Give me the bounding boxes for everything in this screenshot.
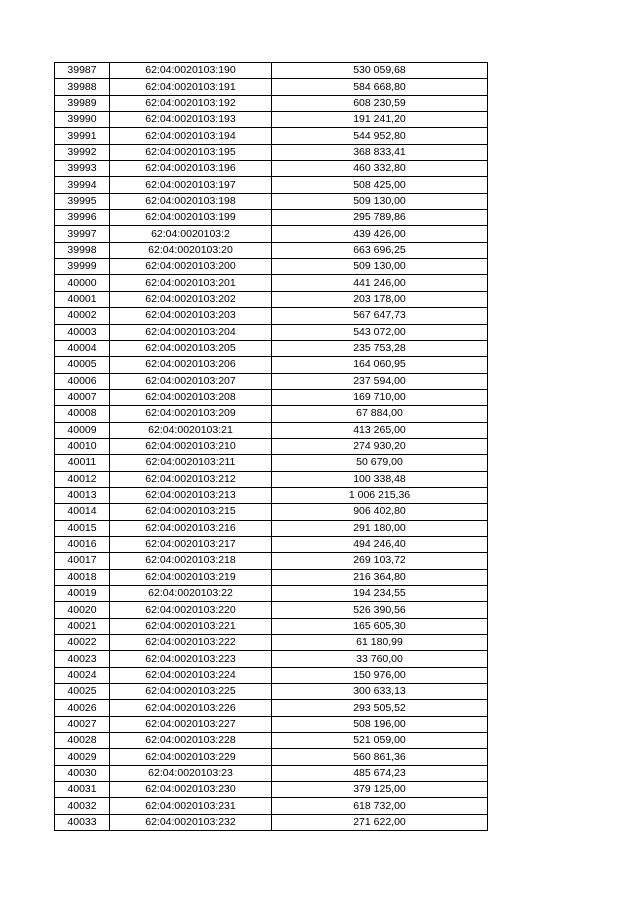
table-row: [55, 373, 488, 389]
cadastral-number-cell: 62:04:0020103:21: [110, 422, 272, 438]
row-number-cell: 39993: [55, 161, 110, 177]
cadastral-value-cell: 485 674,23: [272, 765, 488, 781]
row-number-cell: 40024: [55, 667, 110, 683]
cadastral-value-cell: 560 861,36: [272, 749, 488, 765]
table-row: [55, 144, 488, 160]
row-number-cell: 40018: [55, 569, 110, 585]
row-number-cell: 40002: [55, 308, 110, 324]
cadastral-number-cell: 62:04:0020103:2: [110, 226, 272, 242]
cadastral-value-cell: 293 505,52: [272, 700, 488, 716]
table-row: [55, 406, 488, 422]
cadastral-value-cell: 663 696,25: [272, 242, 488, 258]
row-number-cell: 39990: [55, 112, 110, 128]
table-row: [55, 716, 488, 732]
table-row: [55, 602, 488, 618]
row-number-cell: 40010: [55, 438, 110, 454]
cadastral-number-cell: 62:04:0020103:231: [110, 798, 272, 814]
row-number-cell: 39987: [55, 63, 110, 79]
row-number-cell: 40013: [55, 487, 110, 503]
cadastral-number-cell: 62:04:0020103:209: [110, 406, 272, 422]
table-row: [55, 389, 488, 405]
cadastral-number-cell: 62:04:0020103:218: [110, 553, 272, 569]
table-row: [55, 324, 488, 340]
cadastral-number-cell: 62:04:0020103:215: [110, 504, 272, 520]
cadastral-number-cell: 62:04:0020103:192: [110, 95, 272, 111]
table-row: [55, 798, 488, 814]
cadastral-number-cell: 62:04:0020103:219: [110, 569, 272, 585]
cadastral-number-cell: 62:04:0020103:220: [110, 602, 272, 618]
cadastral-value-cell: 300 633,13: [272, 684, 488, 700]
table-row: [55, 814, 488, 830]
table-row: [55, 455, 488, 471]
cadastral-value-cell: 441 246,00: [272, 275, 488, 291]
cadastral-value-cell: 194 234,55: [272, 586, 488, 602]
cadastral-value-cell: 379 125,00: [272, 782, 488, 798]
table-row: [55, 193, 488, 209]
cadastral-number-cell: 62:04:0020103:205: [110, 340, 272, 356]
table-row: [55, 128, 488, 144]
cadastral-number-cell: 62:04:0020103:198: [110, 193, 272, 209]
table-row: [55, 112, 488, 128]
table-row: [55, 79, 488, 95]
row-number-cell: 39992: [55, 144, 110, 160]
table-row: [55, 782, 488, 798]
cadastral-number-cell: 62:04:0020103:230: [110, 782, 272, 798]
cadastral-number-cell: 62:04:0020103:225: [110, 684, 272, 700]
table-row: [55, 63, 488, 79]
table-row: [55, 340, 488, 356]
row-number-cell: 39994: [55, 177, 110, 193]
row-number-cell: 40005: [55, 357, 110, 373]
row-number-cell: 40001: [55, 291, 110, 307]
cadastral-number-cell: 62:04:0020103:232: [110, 814, 272, 830]
cadastral-value-cell: 530 059,68: [272, 63, 488, 79]
cadastral-number-cell: 62:04:0020103:195: [110, 144, 272, 160]
table-row: [55, 259, 488, 275]
cadastral-number-cell: 62:04:0020103:206: [110, 357, 272, 373]
row-number-cell: 40019: [55, 586, 110, 602]
cadastral-value-cell: 61 180,99: [272, 635, 488, 651]
cadastral-number-cell: 62:04:0020103:191: [110, 79, 272, 95]
row-number-cell: 40009: [55, 422, 110, 438]
table-row: [55, 487, 488, 503]
cadastral-value-cell: 508 196,00: [272, 716, 488, 732]
table-row: [55, 733, 488, 749]
cadastral-number-cell: 62:04:0020103:228: [110, 733, 272, 749]
cadastral-number-cell: 62:04:0020103:217: [110, 536, 272, 552]
row-number-cell: 39996: [55, 210, 110, 226]
cadastral-number-cell: 62:04:0020103:211: [110, 455, 272, 471]
cadastral-number-cell: 62:04:0020103:229: [110, 749, 272, 765]
table-row: [55, 226, 488, 242]
cadastral-value-cell: 291 180,00: [272, 520, 488, 536]
table-row: [55, 536, 488, 552]
cadastral-value-cell: 216 364,80: [272, 569, 488, 585]
table-row: [55, 749, 488, 765]
cadastral-value-cell: 165 605,30: [272, 618, 488, 634]
cadastral-value-cell: 509 130,00: [272, 193, 488, 209]
row-number-cell: 40022: [55, 635, 110, 651]
row-number-cell: 39995: [55, 193, 110, 209]
cadastral-number-cell: 62:04:0020103:224: [110, 667, 272, 683]
table-row: [55, 586, 488, 602]
cadastral-value-cell: 150 976,00: [272, 667, 488, 683]
cadastral-number-cell: 62:04:0020103:208: [110, 389, 272, 405]
table-row: [55, 569, 488, 585]
row-number-cell: 40014: [55, 504, 110, 520]
cadastral-value-cell: 508 425,00: [272, 177, 488, 193]
table-row: [55, 765, 488, 781]
cadastral-value-cell: 50 679,00: [272, 455, 488, 471]
table-row: [55, 553, 488, 569]
table-row: [55, 471, 488, 487]
cadastral-value-cell: 235 753,28: [272, 340, 488, 356]
row-number-cell: 40004: [55, 340, 110, 356]
cadastral-value-cell: 203 178,00: [272, 291, 488, 307]
row-number-cell: 39991: [55, 128, 110, 144]
row-number-cell: 40016: [55, 536, 110, 552]
cadastral-value-cell: 164 060,95: [272, 357, 488, 373]
cadastral-number-cell: 62:04:0020103:202: [110, 291, 272, 307]
cadastral-value-cell: 169 710,00: [272, 389, 488, 405]
cadastral-value-cell: 269 103,72: [272, 553, 488, 569]
table-row: [55, 651, 488, 667]
table-row: [55, 161, 488, 177]
cadastral-number-cell: 62:04:0020103:23: [110, 765, 272, 781]
row-number-cell: 40000: [55, 275, 110, 291]
table-row: [55, 242, 488, 258]
row-number-cell: 40031: [55, 782, 110, 798]
cadastral-number-cell: 62:04:0020103:227: [110, 716, 272, 732]
cadastral-number-cell: 62:04:0020103:199: [110, 210, 272, 226]
row-number-cell: 40030: [55, 765, 110, 781]
table-row: [55, 618, 488, 634]
cadastral-value-cell: 906 402,80: [272, 504, 488, 520]
cadastral-number-cell: 62:04:0020103:226: [110, 700, 272, 716]
cadastral-number-cell: 62:04:0020103:20: [110, 242, 272, 258]
table-row: [55, 308, 488, 324]
cadastral-number-cell: 62:04:0020103:190: [110, 63, 272, 79]
cadastral-value-table: [54, 62, 488, 831]
cadastral-number-cell: 62:04:0020103:210: [110, 438, 272, 454]
cadastral-number-cell: 62:04:0020103:203: [110, 308, 272, 324]
row-number-cell: 40028: [55, 733, 110, 749]
cadastral-value-cell: 295 789,86: [272, 210, 488, 226]
cadastral-value-cell: 1 006 215,36: [272, 487, 488, 503]
cadastral-number-cell: 62:04:0020103:193: [110, 112, 272, 128]
cadastral-number-cell: 62:04:0020103:22: [110, 586, 272, 602]
row-number-cell: 40017: [55, 553, 110, 569]
row-number-cell: 40021: [55, 618, 110, 634]
table-row: [55, 635, 488, 651]
cadastral-number-cell: 62:04:0020103:194: [110, 128, 272, 144]
cadastral-number-cell: 62:04:0020103:200: [110, 259, 272, 275]
table-row: [55, 291, 488, 307]
cadastral-number-cell: 62:04:0020103:197: [110, 177, 272, 193]
cadastral-value-cell: 544 952,80: [272, 128, 488, 144]
table-row: [55, 275, 488, 291]
cadastral-number-cell: 62:04:0020103:216: [110, 520, 272, 536]
cadastral-number-cell: 62:04:0020103:204: [110, 324, 272, 340]
row-number-cell: 40033: [55, 814, 110, 830]
row-number-cell: 40025: [55, 684, 110, 700]
table-row: [55, 504, 488, 520]
row-number-cell: 40006: [55, 373, 110, 389]
table-row: [55, 438, 488, 454]
cadastral-value-cell: 526 390,56: [272, 602, 488, 618]
cadastral-value-cell: 33 760,00: [272, 651, 488, 667]
row-number-cell: 40008: [55, 406, 110, 422]
row-number-cell: 40003: [55, 324, 110, 340]
table-row: [55, 95, 488, 111]
cadastral-number-cell: 62:04:0020103:222: [110, 635, 272, 651]
row-number-cell: 39998: [55, 242, 110, 258]
cadastral-value-cell: 584 668,80: [272, 79, 488, 95]
cadastral-value-cell: 100 338,48: [272, 471, 488, 487]
table-row: [55, 357, 488, 373]
row-number-cell: 39997: [55, 226, 110, 242]
table-row: [55, 210, 488, 226]
cadastral-value-cell: 413 265,00: [272, 422, 488, 438]
table-row: [55, 667, 488, 683]
cadastral-value-cell: 509 130,00: [272, 259, 488, 275]
table-row: [55, 684, 488, 700]
table-row: [55, 520, 488, 536]
row-number-cell: 40015: [55, 520, 110, 536]
cadastral-value-cell: 271 622,00: [272, 814, 488, 830]
cadastral-value-cell: 460 332,80: [272, 161, 488, 177]
row-number-cell: 40023: [55, 651, 110, 667]
row-number-cell: 40011: [55, 455, 110, 471]
cadastral-value-cell: 494 246,40: [272, 536, 488, 552]
row-number-cell: 39989: [55, 95, 110, 111]
cadastral-value-cell: 368 833,41: [272, 144, 488, 160]
cadastral-value-cell: 191 241,20: [272, 112, 488, 128]
row-number-cell: 39988: [55, 79, 110, 95]
table-row: [55, 422, 488, 438]
cadastral-number-cell: 62:04:0020103:221: [110, 618, 272, 634]
row-number-cell: 40029: [55, 749, 110, 765]
table-row: [55, 177, 488, 193]
cadastral-value-cell: 618 732,00: [272, 798, 488, 814]
cadastral-value-cell: 274 930,20: [272, 438, 488, 454]
cadastral-number-cell: 62:04:0020103:201: [110, 275, 272, 291]
cadastral-number-cell: 62:04:0020103:223: [110, 651, 272, 667]
cadastral-value-cell: 543 072,00: [272, 324, 488, 340]
row-number-cell: 39999: [55, 259, 110, 275]
row-number-cell: 40026: [55, 700, 110, 716]
row-number-cell: 40007: [55, 389, 110, 405]
cadastral-value-cell: 67 884,00: [272, 406, 488, 422]
cadastral-value-cell: 439 426,00: [272, 226, 488, 242]
cadastral-value-cell: 521 059,00: [272, 733, 488, 749]
row-number-cell: 40020: [55, 602, 110, 618]
cadastral-number-cell: 62:04:0020103:212: [110, 471, 272, 487]
cadastral-number-cell: 62:04:0020103:207: [110, 373, 272, 389]
table-row: [55, 700, 488, 716]
table-body: [55, 63, 488, 831]
cadastral-value-cell: 608 230,59: [272, 95, 488, 111]
cadastral-number-cell: 62:04:0020103:213: [110, 487, 272, 503]
row-number-cell: 40032: [55, 798, 110, 814]
cadastral-value-cell: 237 594,00: [272, 373, 488, 389]
row-number-cell: 40012: [55, 471, 110, 487]
cadastral-value-cell: 567 647,73: [272, 308, 488, 324]
cadastral-number-cell: 62:04:0020103:196: [110, 161, 272, 177]
row-number-cell: 40027: [55, 716, 110, 732]
